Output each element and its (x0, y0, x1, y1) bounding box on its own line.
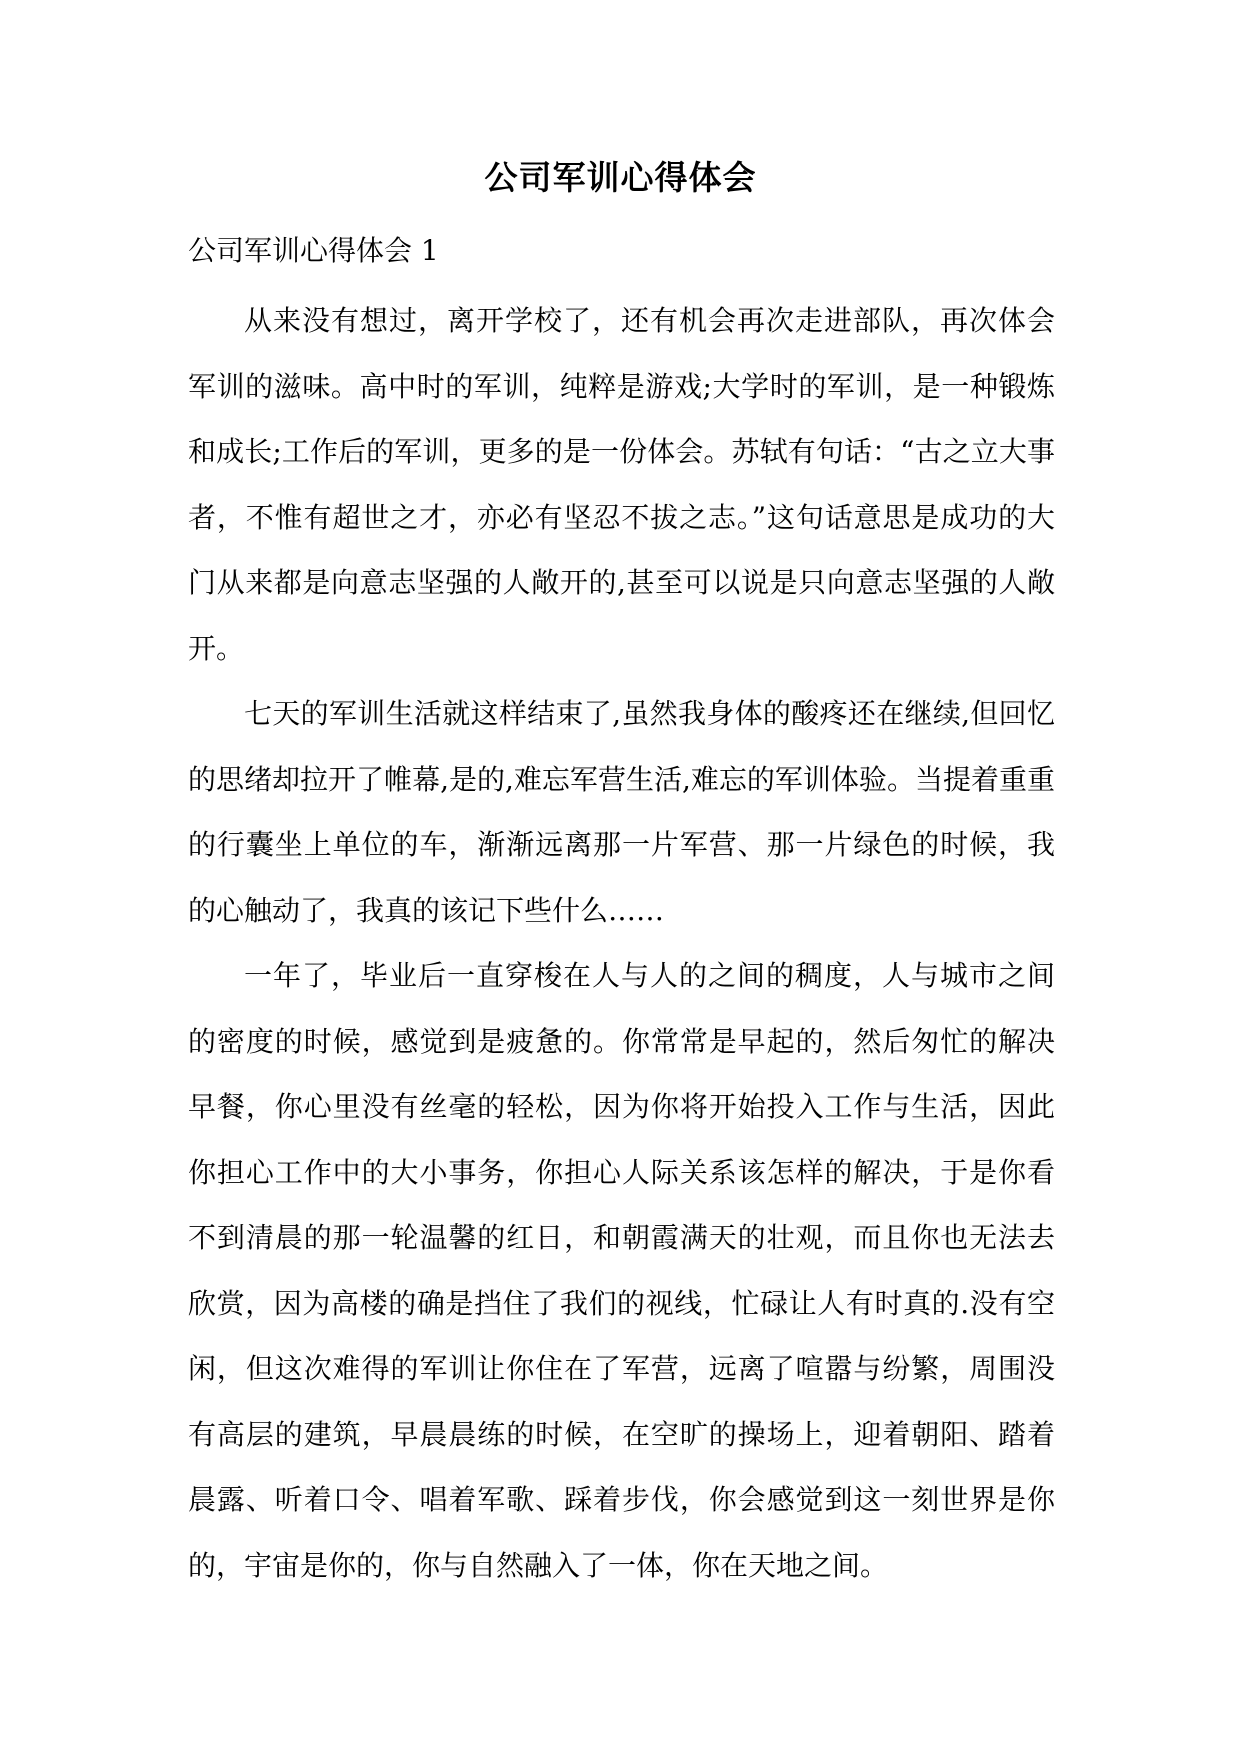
document-title: 公司军训心得体会 (484, 158, 757, 197)
document-body (188, 288, 1055, 1598)
paragraph: 一年了，毕业后一直穿梭在人与人的之间的稠度，人与城市之间的密度的时候，感觉到是疲惫的。你常常是早起的，然后匆忙的解决早餐，你心里没有丝毫的轻松，因为你将开始投入工作与生活，因此你担心工作中的大小事务，你担心人际关系该怎样的解决，于是你看不到清晨的那一轮温馨的红日，和朝霞满天的壮观，而且你也无法去欣赏，因为高楼的确是挡住了我们的视线，忙碌让人有时真的.没有空闲，但这次难得的军训让你住在了军营，远离了喧嚣与纷繁，周围没有高层的建筑，早晨晨练的时候，在空旷的操场上，迎着朝阳、踏着晨露、听着口令、唱着军歌、踩着步伐，你会感觉到这一刻世界是你的，宇宙是你的，你与自然融入了一体，你在天地之间。 (188, 959, 1055, 1582)
paragraph: 从来没有想过，离开学校了，还有机会再次走进部队，再次体会军训的滋味。高中时的军训，纯粹是游戏;大学时的军训，是一种锻炼和成长;工作后的军训，更多的是一份体会。苏轼有句话：“古之立大事者，不惟有超世之才，亦必有坚忍不拔之志。”这句话意思是成功的大门从来都是向意志坚强的人敞开的,甚至可以说是只向意志坚强的人敞开。 (188, 304, 1055, 665)
section-heading: 公司军训心得体会 1 (188, 234, 439, 267)
paragraph: 七天的军训生活就这样结束了,虽然我身体的酸疼还在继续,但回忆的思绪却拉开了帷幕,是的,难忘军营生活,难忘的军训体验。当提着重重的行囊坐上单位的车，渐渐远离那一片军营、那一片绿色的时候，我的心触动了，我真的该记下些什么…… (188, 697, 1055, 927)
